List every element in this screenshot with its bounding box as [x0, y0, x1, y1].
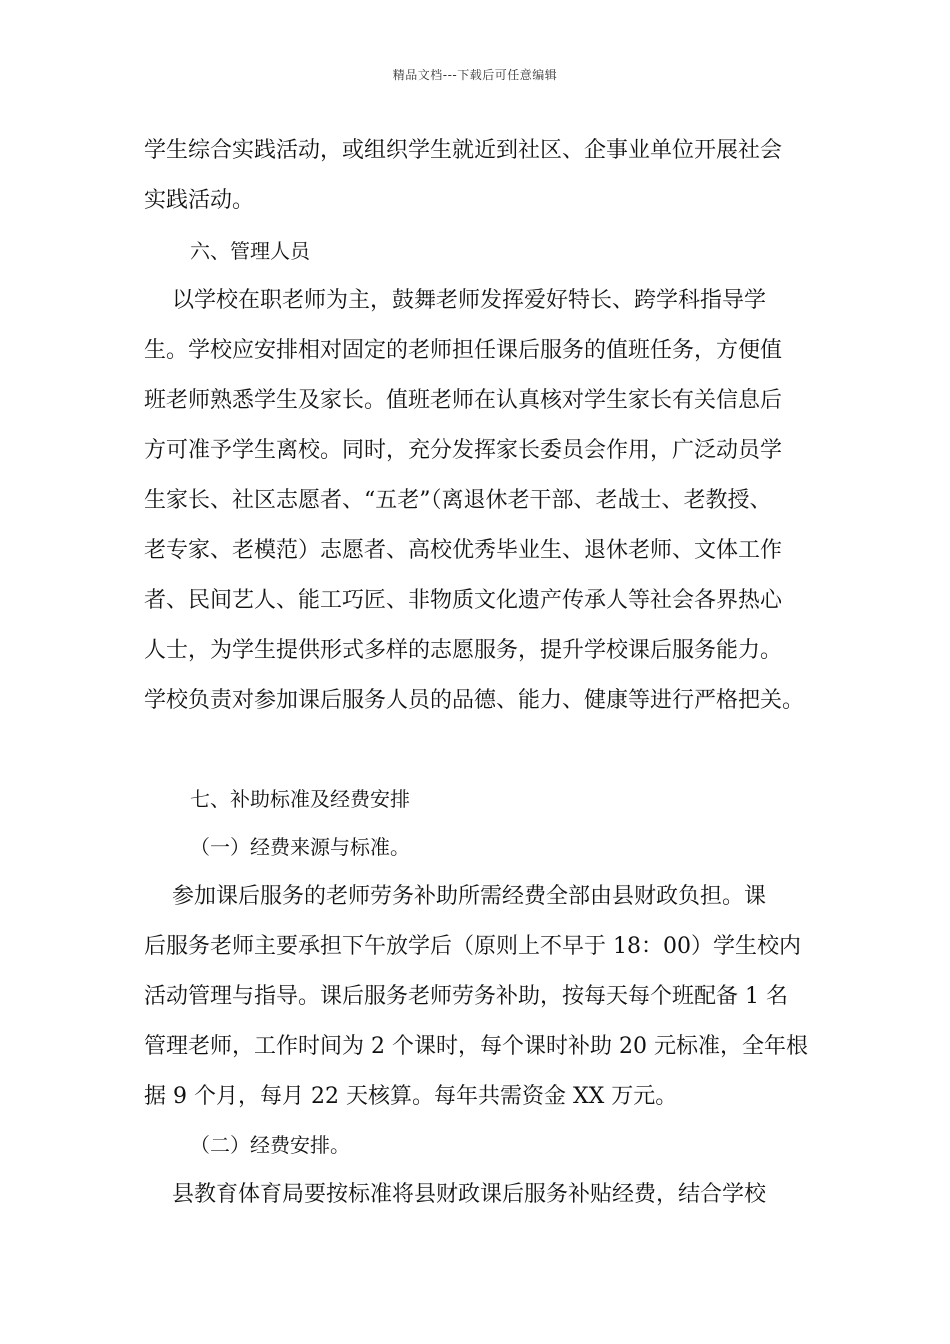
subsection-heading-funding-source: （一）经费来源与标准。	[190, 835, 410, 859]
paragraph-management	[144, 276, 824, 726]
section-heading-subsidy: 七、补助标准及经费安排	[190, 787, 410, 811]
text-line: 参加课后服务的老师劳务补助所需经费全部由县财政负担。课	[144, 884, 766, 909]
text-line: 者、民间艺人、能工巧匠、非物质文化遗产传承人等社会各界热心	[144, 588, 783, 613]
text-line: 管理老师，工作时间为 2 个课时，每个课时补助 20 元标准，全年根	[144, 1034, 808, 1059]
text-line: 后服务老师主要承担下午放学后（原则上不早于 18：00）学生校内	[144, 934, 801, 959]
text-line: 实践活动。	[144, 188, 255, 213]
text-line: 据 9 个月，每月 22 天核算。每年共需资金 XX 万元。	[144, 1084, 678, 1109]
text-line: 生。学校应安排相对固定的老师担任课后服务的值班任务，方便值	[144, 338, 783, 363]
text-line: 以学校在职老师为主，鼓舞老师发挥爱好特长、跨学科指导学	[144, 288, 766, 313]
text-line: 老专家、老模范）志愿者、高校优秀毕业生、退休老师、文体工作	[144, 538, 783, 563]
text-line: 生家长、社区志愿者、“五老”（离退休老干部、老战士、老教授、	[144, 488, 772, 513]
text-line: 活动管理与指导。课后服务老师劳务补助，按每天每个班配备 1 名	[144, 984, 788, 1009]
text-line: 人士，为学生提供形式多样的志愿服务，提升学校课后服务能力。	[144, 638, 783, 663]
text-line: 学校负责对参加课后服务人员的品德、能力、健康等进行严格把关。	[144, 688, 805, 713]
text-line: 县教育体育局要按标准将县财政课后服务补贴经费，结合学校	[144, 1182, 766, 1207]
page-header: 精品文档---下载后可任意编辑	[392, 68, 558, 82]
paragraph-funding-source	[144, 872, 824, 1122]
section-heading-management: 六、管理人员	[190, 239, 310, 263]
text-line: 班老师熟悉学生及家长。值班老师在认真核对学生家长有关信息后	[144, 388, 783, 413]
text-line: 方可准予学生离校。同时，充分发挥家长委员会作用，广泛动员学	[144, 438, 783, 463]
paragraph-continuation	[144, 126, 824, 226]
subsection-heading-funding-arrangement: （二）经费安排。	[190, 1133, 350, 1157]
paragraph-funding-arrangement	[144, 1170, 824, 1220]
text-line: 学生综合实践活动，或组织学生就近到社区、企事业单位开展社会	[144, 138, 783, 163]
